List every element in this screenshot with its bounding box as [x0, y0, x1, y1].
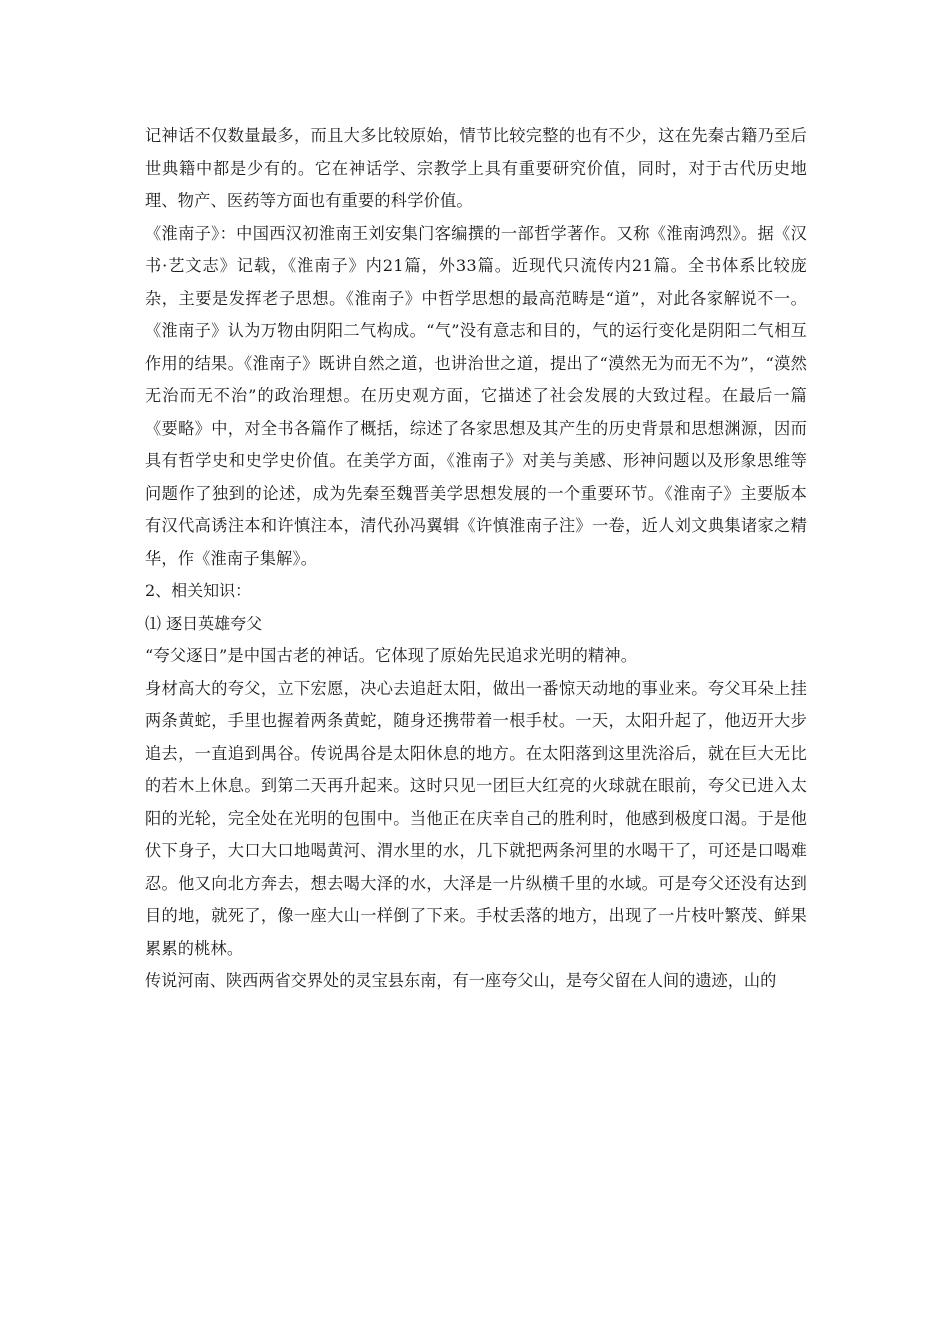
kuafu-intro-paragraph: “夸父逐日”是中国古老的神话。它体现了原始先民追求光明的精神。 — [145, 646, 638, 665]
shanhaijing-paragraph: 记神话不仅数量最多，而且大多比较原始，情节比较完整的也有不少，这在先秦古籍乃至后世典籍中都是少有的。它在神话学、宗教学上具有重要研究价值，同时，对于古代历史地理、物产、医药等方面也有重要的科学价值。 — [145, 126, 807, 210]
kuafu-story-paragraph: 身材高大的夸父，立下宏愿，决心去追赶太阳，做出一番惊天动地的事业来。夸父耳朵上挂两条黄蛇，手里也握着两条黄蛇，随身还携带着一根手杖。一天，太阳升起了，他迈开大步追去，一直追到禺谷。传说禺谷是太阳休息的地方。在太阳落到这里洗浴后，就在巨大无比的若木上休息。到第二天再升起来。这时只见一团巨大红亮的火球就在眼前，夸父已进入太阳的光轮，完全处在光明的包围中。当他正在庆幸自己的胜利时，他感到极度口渴。于是他伏下身子，大口大口地喝黄河、渭水里的水，几下就把两条河里的水喝干了，可还是口喝难忍。他又向北方奔去，想去喝大泽的水，大泽是一片纵横千里的水域。可是夸父还没有达到目的地，就死了，像一座大山一样倒了下来。手杖丢落的地方，出现了一片枝叶繁茂、鲜果累累的桃林。 — [145, 678, 807, 958]
kuafu-mountain-paragraph: 传说河南、陕西两省交界处的灵宝县东南，有一座夸父山，是夸父留在人间的遗迹，山的 — [145, 971, 777, 990]
sub-heading: ⑴ 逐日英雄夸父 — [145, 613, 263, 633]
document-page — [145, 120, 807, 998]
huainanzi-paragraph: 《淮南子》：中国西汉初淮南王刘安集门客编撰的一部哲学著作。又称《淮南鸿烈》。据《汉书·艺文志》记载，《淮南子》内21篇，外33篇。近现代只流传内21篇。全书体系比较庞杂，主要是发挥老子思想。《淮南子》中哲学思想的最高范畴是“道”，对此各家解说不一。《淮南子》认为万物由阴阳二气构成。“气”没有意志和目的，气的运行变化是阴阳二气相互作用的结果。《淮南子》既讲自然之道，也讲治世之道，提出了“漠然无为而无不为”，“漠然无治而无不治”的政治理想。在历史观方面，它描述了社会发展的大致过程。在最后一篇《要略》中，对全书各篇作了概括，综述了各家思想及其产生的历史背景和思想渊源，因而具有哲学史和史学史价值。在美学方面，《淮南子》对美与美感、形神问题以及形象思维等问题作了独到的论述，成为先秦至魏晋美学思想发展的一个重要环节。《淮南子》主要版本有汉代高诱注本和许慎注本，清代孙冯翼辑《许慎淮南子注》一卷，近人刘文典集诸家之精华，作《淮南子集解》。 — [145, 223, 807, 568]
section-heading: 2、相关知识： — [145, 581, 252, 600]
